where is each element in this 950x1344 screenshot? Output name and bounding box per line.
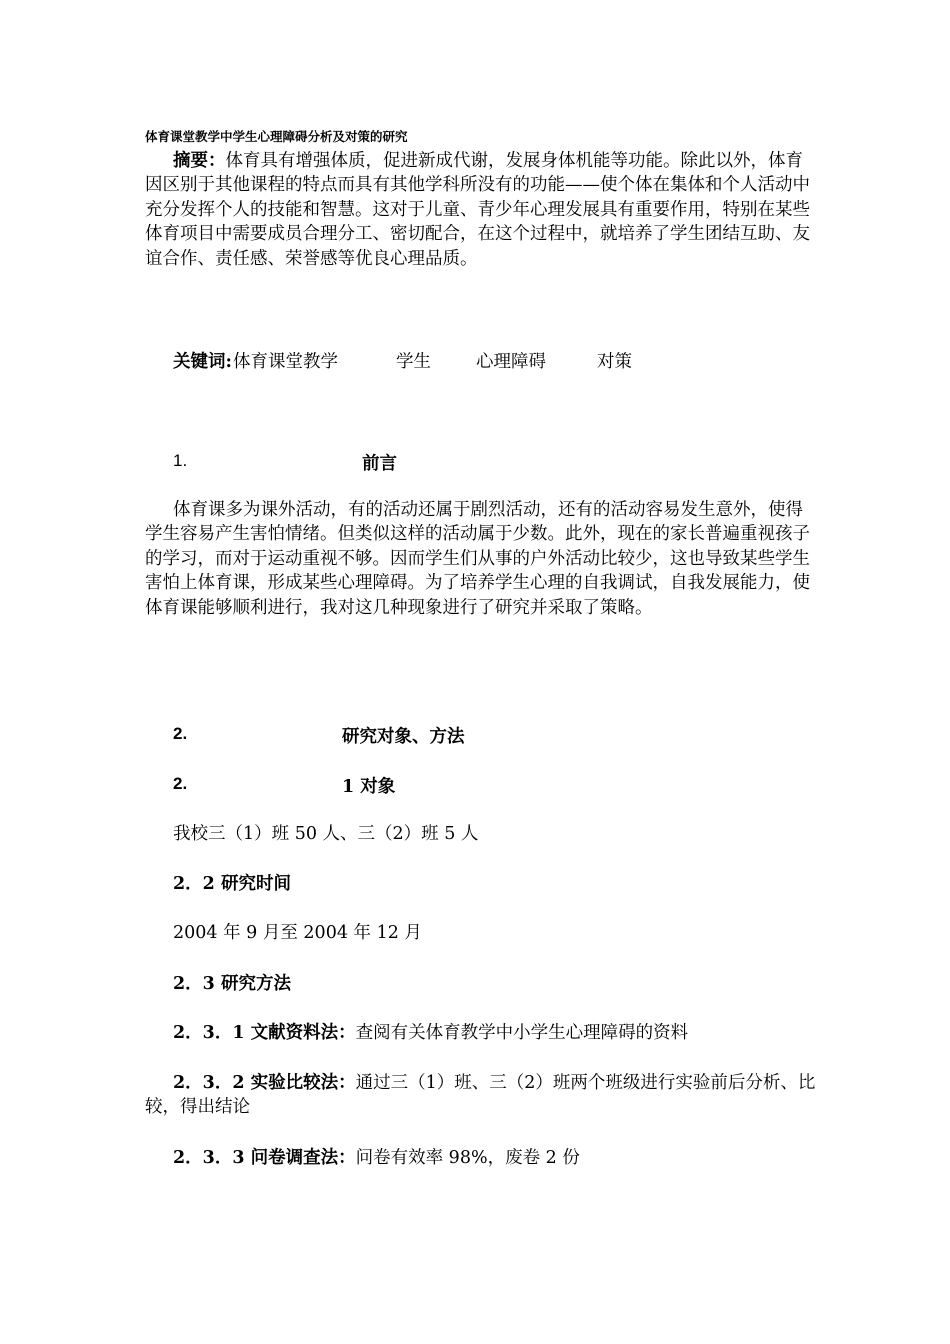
section-2-number: 2. <box>173 724 188 743</box>
section-2-3-title: 2．3 研究方法 <box>173 974 291 994</box>
section-2-3-3-text: 问卷有效率 98%，废卷 2 份 <box>355 1148 580 1168</box>
section-2-1-text: 我校三（1）班 50 人、三（2）班 5 人 <box>173 824 479 844</box>
section-2-3-1-label: 2．3．1 文献资料法： <box>173 1023 356 1043</box>
section-1-title: 前言 <box>362 454 397 474</box>
abstract-paragraph <box>145 149 817 271</box>
section-2-3-2-label: 2．3．2 实验比较法： <box>173 1073 356 1093</box>
section-2-3-3-line <box>173 1146 580 1170</box>
section-2-2-text: 2004 年 9 月至 2004 年 12 月 <box>173 923 422 943</box>
section-2-3-1-text: 查阅有关体育教学中小学生心理障碍的资料 <box>355 1023 689 1043</box>
abstract-label: 摘要： <box>173 151 226 171</box>
section-2-3-3-label: 2．3．3 问卷调查法： <box>173 1148 356 1168</box>
keyword-3: 心理障碍 <box>476 352 546 372</box>
section-1-number: 1. <box>173 451 188 470</box>
section-2-title: 研究对象、方法 <box>342 727 465 747</box>
section-2-3-1-line <box>173 1021 688 1045</box>
keywords-label: 关键词: <box>173 352 232 372</box>
document-title: 体育课堂教学中学生心理障碍分析及对策的研究 <box>145 129 408 144</box>
section-2-2-title: 2．2 研究时间 <box>173 874 291 894</box>
section-1-paragraph: 体育课多为课外活动，有的活动还属于剧烈活动，还有的活动容易发生意外，使得学生容易产生害怕情绪。但类似这样的活动属于少数。此外，现在的家长普遍重视孩子的学习，而对于运动重视不够。因而学生们从事的户外活动比较少，这也导致某些学生害怕上体育课，形成某些心理障碍。为了培养学生心理的自我调试，自我发展能力，使体育课能够顺利进行，我对这几种现象进行了研究并采取了策略。 <box>145 500 810 618</box>
keyword-4: 对策 <box>597 352 632 372</box>
section-2-1-title: 1 对象 <box>342 777 396 797</box>
abstract-text: 体育具有增强体质，促进新成代谢，发展身体机能等功能。除此以外，体育因区别于其他课程的特点而具有其他学科所没有的功能——使个体在集体和个人活动中充分发挥个人的技能和智慧。这对于儿童、青少年心理发展具有重要作用，特别在某些体育项目中需要成员合理分工、密切配合，在这个过程中，就培养了学生团结互助、友谊合作、责任感、荣誉感等优良心理品质。 <box>145 151 810 269</box>
keyword-1: 体育课堂教学 <box>233 352 338 372</box>
section-2-3-2-paragraph <box>145 1071 817 1120</box>
section-2-3-2-text: 通过三（1）班、三（2）班两个班级进行实验前后分析、比较，得出结论 <box>145 1073 816 1118</box>
keyword-2: 学生 <box>396 352 431 372</box>
section-2-1-number: 2. <box>173 774 188 793</box>
